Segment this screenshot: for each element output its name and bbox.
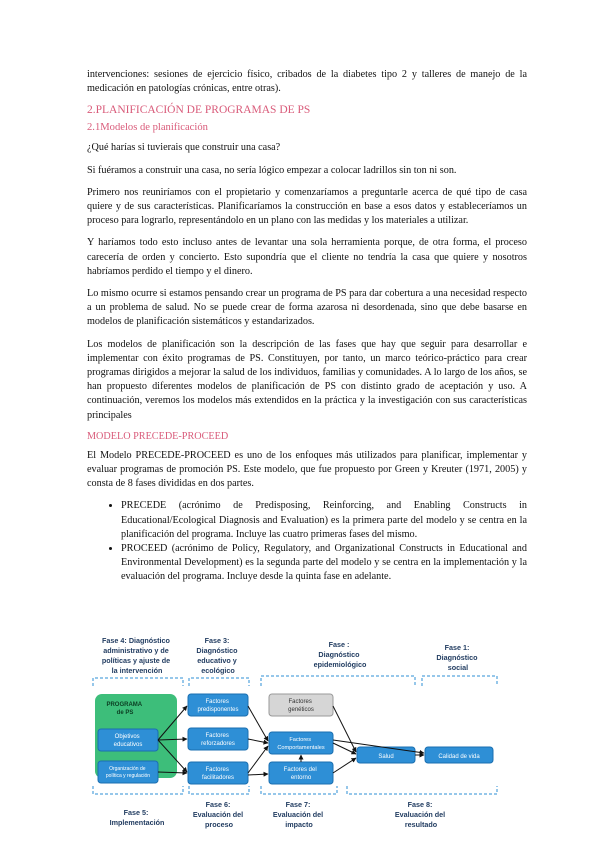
salud-label: Salud [378, 754, 394, 760]
bullet-precede: • PRECEDE (acrónimo de Predisposing, Reinforcing, and Enabling Constructs in Educational/Ecological Diagnosis and Evaluation) es la primera parte del modelo y se centra en la planificación del programa. Incluye las cuatro primeras fases del mismo. [121, 499, 527, 542]
phase4-label: Fase 4: Diagnóstico administrativo y de políticas y ajuste de la intervención [101, 636, 171, 675]
intro-paragraph: intervenciones: sesiones de ejercicio físico, cribados de la diabetes tipo 2 y talleres de manejo de la medicación en patologías crónicas, entre otras). [87, 69, 527, 95]
paragraph-modelos: Los modelos de planificación son la descripción de las fases que hay que seguir para desarrollar e implementar con éxito programas de PS. Constituyen, por tanto, un marco teórico-práctico para crear programas dirigidos a mejorar la salud de los individuos, familias y comunidades. A lo largo de los años, se han propuesto diferentes modelos de planificación de PS con distinto grado de aceptación y uso. A continuación, veremos los modelos más extendidos en la práctica y la investigación con sus características principales [87, 338, 527, 421]
arrow-fac-ent [248, 774, 268, 775]
phase2-label: Fase : Diagnóstico epidemiológico [313, 640, 367, 669]
organizacion-label: Organización de política y regulación [105, 766, 151, 779]
entorno-label: Factores del entorno [283, 767, 317, 781]
reforzadores-label: Factores reforzadores [201, 733, 235, 747]
arrow-ent-salud [333, 758, 356, 773]
paragraph-propietario: Primero nos reuniríamos con el propietario y comenzaríamos a preguntarle acerca de qué tipo de casa quiere y de sus características. Planificaríamos la construcción en base a esos datos y estableceríamos un proceso para lograrlo, representándolo en un plano con las medidas y los materiales a utilizar. [87, 186, 527, 227]
phase6-label: Fase 6: Evaluación del proceso [192, 800, 244, 829]
subsection-title: 2.1Modelos de planificación [87, 122, 208, 134]
phase3-label: Fase 3: Diagnóstico educativo y ecológico [196, 636, 238, 675]
geneticos-label: Factores genéticos [288, 699, 314, 713]
phase7-label: Fase 7: Evaluación del impacto [272, 800, 324, 829]
model-heading: MODELO PRECEDE-PROCEED [87, 430, 229, 442]
section-title: 2.PLANIFICACIÓN DE PROGRAMAS DE PS [87, 104, 311, 117]
arrow-ref-comp [248, 739, 268, 743]
facilitadores-label: Factores facilitadores [201, 767, 235, 781]
paragraph-herramienta: Y haríamos todo esto incluso antes de levantar una sola herramienta porque, de otra forma, el proceso carecería de orden y concierto. Esto supondría que el cliente no tendría la casa que quiere y nosotros habríamos perdido el tiempo y el dinero. [87, 237, 527, 277]
document-page [87, 68, 527, 593]
arrow-fac-comp [248, 746, 268, 773]
precede-proceed-diagram [85, 636, 505, 841]
phase1-label: Fase 1: Diagnóstico social [436, 643, 478, 672]
paragraph-ladrillos: Si fuéramos a construir una casa, no sería lógico empezar a colocar ladrillos sin ton ni son. [87, 164, 457, 176]
organizacion-box [98, 761, 158, 783]
paragraph-precede-proceed: El Modelo PRECEDE-PROCEED es uno de los enfoques más utilizados para planificar, implementar y evaluar programas de promoción PS. Este modelo, que fue propuesto por Green y Kreuter (1971, 2005) y consta de 8 fases divididas en dos partes. [87, 449, 527, 490]
arrow-pred-comp [248, 706, 268, 741]
programa-label: PROGRAMA de PS [106, 702, 142, 716]
calidad-label: Calidad de vida [438, 754, 480, 760]
paragraph-question: ¿Qué harías si tuvierais que construir una casa? [87, 142, 281, 154]
objetivos-label: Objetivos educativos [113, 734, 143, 748]
paragraph-programa-ps: Lo mismo ocurre si estamos pensando crear un programa de PS para dar cobertura a una necesidad respecto a un problema de salud. No se puede crear de forma azarosa ni desordenada, sino que debe basarse en modelos de planificación sistemáticos y estandarizados. [87, 288, 527, 328]
phases-list [87, 499, 527, 584]
comportamentales-label: Factores Comportamentales [277, 737, 325, 751]
phase5-label: Fase 5: Implementación [109, 808, 165, 827]
phase8-label: Fase 8: Evaluación del resultado [394, 800, 446, 829]
bullet-proceed: • PROCEED (acrónimo de Policy, Regulatory, and Organizational Constructs in Educational and Environmental Development) es la segunda parte del modelo y se centra en la implementación y la evaluación del programa. Incluye desde la quinta fase en adelante. [121, 542, 527, 585]
predisponentes-label: Factores predisponentes [197, 699, 239, 713]
